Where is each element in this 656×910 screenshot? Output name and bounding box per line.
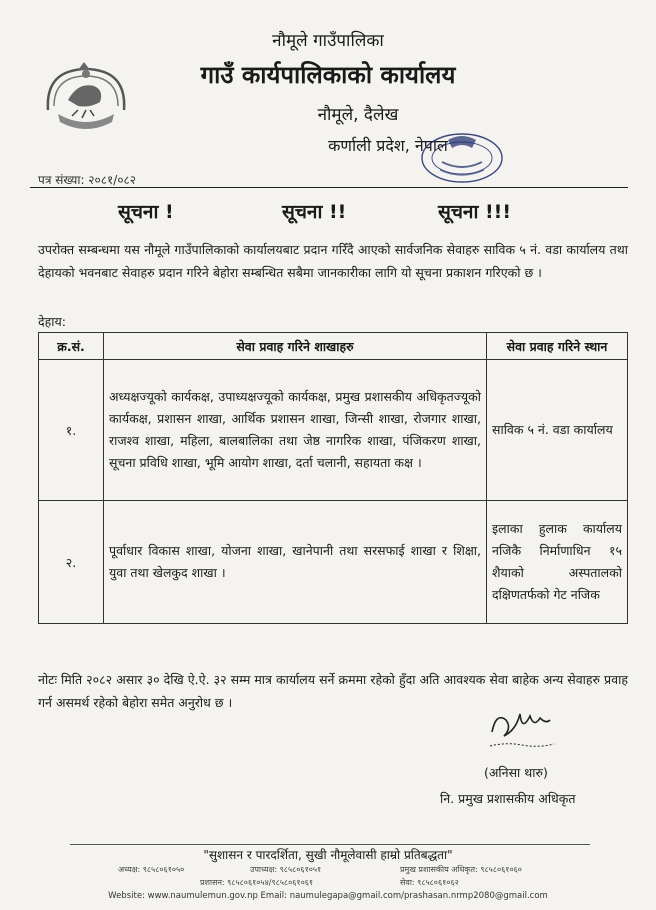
footer-motto: "सुशासन र पारदर्शिता, सुखी नौमूलेवासी हाम्रो प्रतिबद्धता"	[203, 848, 453, 862]
col-header-branches: सेवा प्रवाह गरिने शाखाहरु	[104, 333, 487, 360]
footer-contact: उपाध्यक्ष: ९८५८०६१०५१	[250, 865, 322, 874]
note-paragraph: नोटः मिति २०८२ असार ३० देखि ऐ.ऐ. ३२ सम्म मात्र कार्यालय सर्ने क्रममा रहेको हुँदा अति आवश्यक सेवा बाहेक अन्य सेवाहरु प्रवाह गर्न असमर्थ रहेको बेहोरा समेत अनुरोध छ ।	[38, 672, 628, 710]
footer-contact: प्रशासन: ९८५८०६१०५४/९८५८०६१०६१	[200, 878, 314, 887]
header-divider	[30, 187, 628, 188]
row-sn: २.	[39, 501, 104, 624]
handwritten-signature	[486, 702, 556, 752]
row-sn: १.	[39, 360, 104, 501]
municipality-name: नौमूले गाउँपालिका	[272, 31, 384, 51]
footer-website-email: Website: www.naumulemun.gov.np Email: naumulegapa@gmail.com/prashasan.nrmp2080@gmail.com	[108, 891, 548, 901]
intro-paragraph: उपरोक्त सम्बन्धमा यस नौमूले गाउँपालिकाको कार्यालयबाट प्रदान गरिँदै आएको सार्वजनिक सेवाहरु साविक ५ नं. वडा कार्यालय तथा देहायको भवनबाट सेवाहरु प्रदान गरिने बेहोरा सम्बन्धित सबैमा जानकारीका लागि यो सूचना प्रकाशन गरिएको छ ।	[38, 242, 628, 280]
service-table	[38, 332, 628, 624]
footer-contact: अध्यक्ष: ९८५८०६१०५०	[118, 865, 185, 874]
province-country: कर्णाली प्रदेश, नेपाल	[328, 136, 448, 155]
table-header-row	[39, 333, 628, 360]
reference-number: पत्र संख्या: २०८१/०८२	[38, 173, 137, 187]
dehay-label: देहाय:	[38, 314, 66, 329]
footer-divider	[70, 844, 590, 845]
col-header-sn: क्र.सं.	[39, 333, 104, 360]
table-row	[39, 501, 628, 624]
notice-title-1: सूचना !	[118, 201, 174, 223]
col-header-place: सेवा प्रवाह गरिने स्थान	[487, 333, 628, 360]
notice-title-3: सूचना !!!	[438, 201, 511, 223]
office-seal-stamp	[418, 128, 506, 188]
row-branches: अध्यक्षज्यूको कार्यकक्ष, उपाध्यक्षज्यूको कार्यकक्ष, प्रमुख प्रशासकीय अधिकृतज्यूको कार्यकक्ष, प्रशासन शाखा, आर्थिक प्रशासन शाखा, जिन्सी शाखा, रोजगार शाखा, राजश्व शाखा, महिला, बालबालिका तथा जेष्ठ नागरिक शाखा, पंजिकरण शाखा, सूचना प्रविधि शाखा, भूमि आयोग शाखा, दर्ता चलानी, सहायता कक्ष ।	[104, 360, 487, 501]
footer-contact: प्रमुख प्रशासकीय अधिकृत: ९८५८०६१०६०	[400, 865, 522, 874]
signatory-name: (अनिसा थारु)	[484, 765, 548, 780]
office-name: गाउँ कार्यपालिकाको कार्यालय	[200, 61, 456, 89]
row-place: साविक ५ नं. वडा कार्यालय	[487, 360, 628, 501]
notice-title-2: सूचना !!	[282, 201, 347, 223]
footer-contact: सेवा: ९८५८०६१०६२	[400, 878, 459, 887]
signatory-post: नि. प्रमुख प्रशासकीय अधिकृत	[440, 791, 576, 806]
row-place: इलाका हुलाक कार्यालय नजिकै निर्माणाधिन १५ शैयाको अस्पतालको दक्षिणतर्फको गेट नजिक	[487, 501, 628, 624]
table-row	[39, 360, 628, 501]
row-branches: पूर्वाधार विकास शाखा, योजना शाखा, खानेपानी तथा सरसफाई शाखा र शिक्षा, युवा तथा खेलकुद शाखा ।	[104, 501, 487, 624]
office-address: नौमूले, दैलेख	[317, 105, 399, 125]
